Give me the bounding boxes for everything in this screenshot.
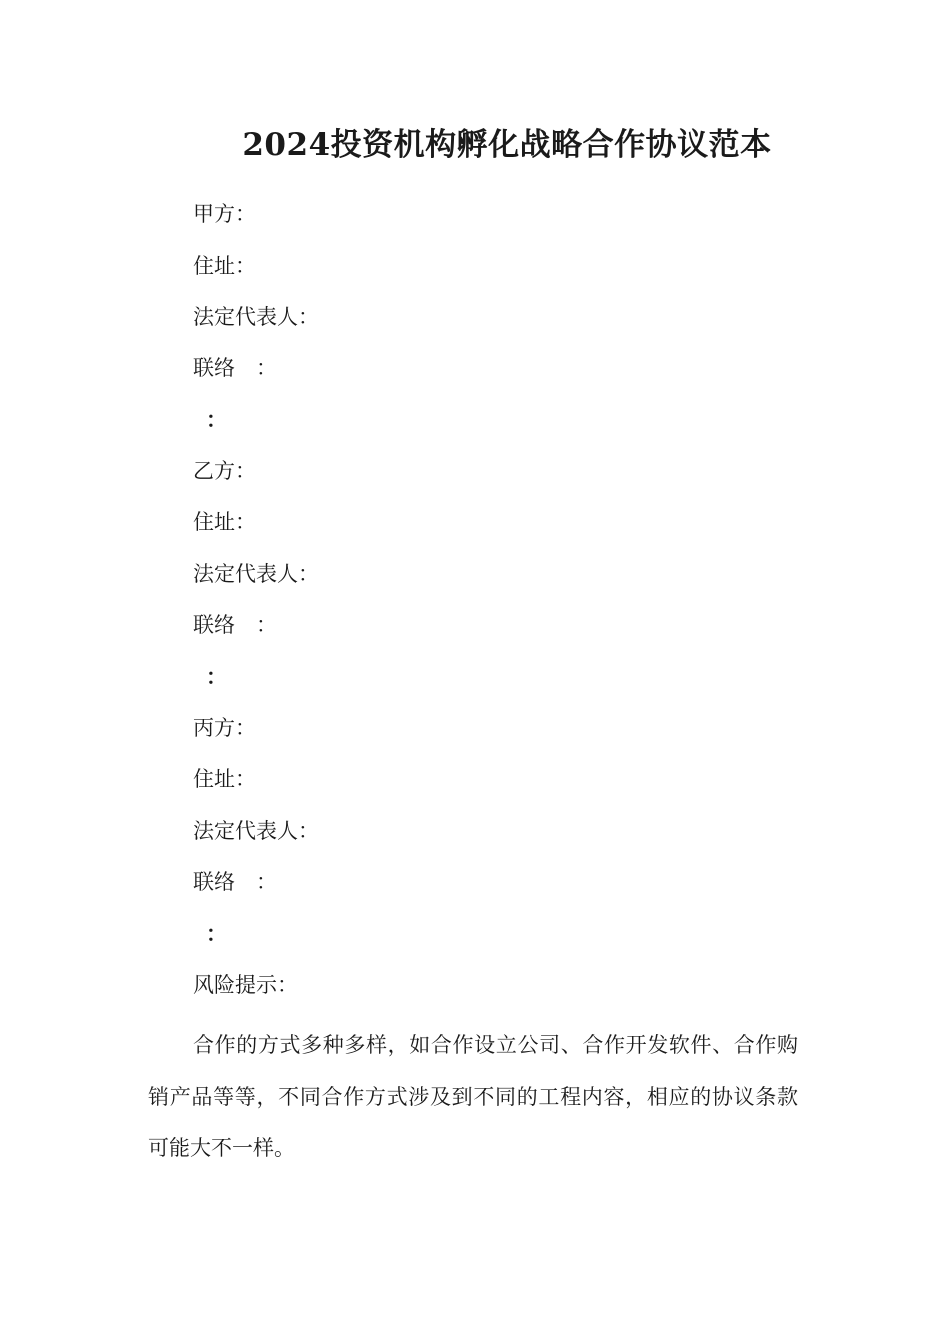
document-title: 2024投资机构孵化战略合作协议范本 (242, 127, 772, 163)
party-b-contact-extra: ： (206, 664, 227, 689)
party-b-label: 乙方： (193, 459, 256, 483)
party-a-contact-label: 联络 ： (193, 356, 277, 380)
risk-notice-paragraph: 合作的方式多种多样，如合作设立公司、合作开发软件、合作购销产品等等，不同合作方式涉及到不同的工程内容，相应的协议条款可能大不一样。 (148, 1033, 798, 1160)
party-c-label: 丙方： (193, 716, 256, 740)
party-a-contact-extra: ： (206, 407, 227, 432)
risk-notice-heading: 风险提示： (193, 973, 298, 997)
party-a-label: 甲方： (193, 202, 256, 226)
party-b-contact-label: 联络 ： (193, 613, 277, 637)
party-c-address-label: 住址： (193, 767, 256, 791)
party-c-contact-label: 联络 ： (193, 870, 277, 894)
party-a-address-label: 住址： (193, 254, 256, 278)
party-c-contact-extra: ： (206, 921, 227, 946)
party-b-legal-rep-label: 法定代表人： (193, 562, 319, 586)
party-b-address-label: 住址： (193, 510, 256, 534)
party-a-legal-rep-label: 法定代表人： (193, 305, 319, 329)
party-c-legal-rep-label: 法定代表人： (193, 819, 319, 843)
